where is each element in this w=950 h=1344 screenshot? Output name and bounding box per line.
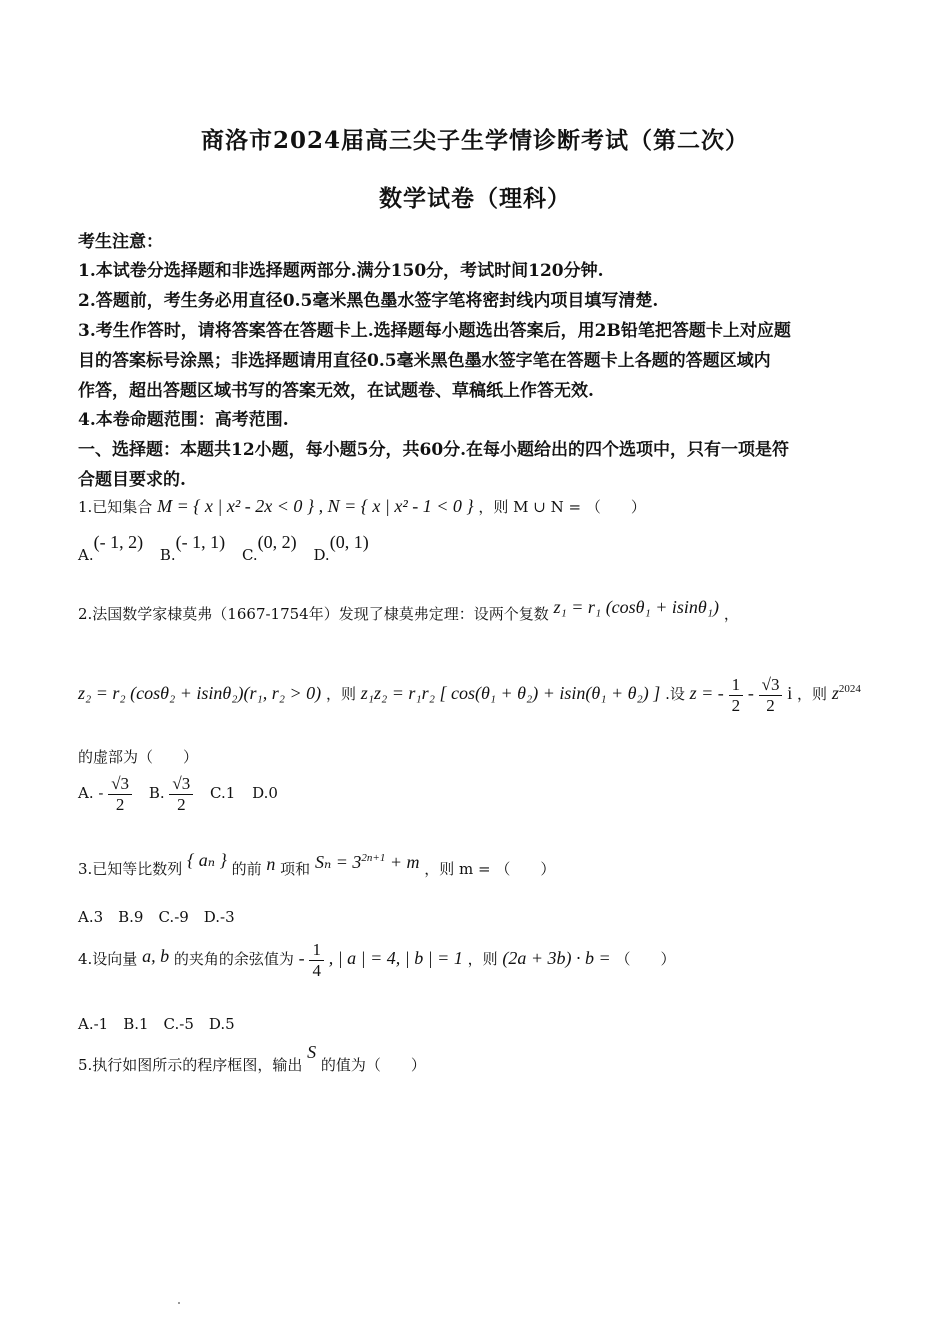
q4-frac: $\frac{1}{4}$ [309,940,324,980]
question-3 [78,850,556,879]
q3-stem: 3.已知等比数列 [78,860,183,878]
q4-magnitudes: , | a | = 4, | b | = 1 [328,948,463,969]
q3-options: A.3 B.9 C.-9 D.-3 [78,908,235,926]
q4-mid: 的夹角的余弦值为 [173,950,294,969]
q3-mid2: 项和 [280,860,311,878]
notice-item-4: 4.本卷命题范围：高考范围. [78,410,289,430]
notice-item-3c: 作答，超出答题区域书写的答案无效，在试题卷、草稿纸上作答无效. [78,381,594,401]
question-5 [78,1042,426,1075]
q2-frac-half: $\frac{1}{2}$ [729,675,744,715]
notice-item-1: 1.本试卷分选择题和非选择题两部分.满分150分，考试时间120分钟. [78,261,604,281]
q4-stem: 4.设向量 [78,950,138,969]
q2-then2: ，则 [797,685,828,704]
q4-expr: (2a + 3b) · b = [502,948,611,969]
q2-then: ，则 [325,685,356,704]
q2-options [78,774,278,814]
q2-comma: ， [723,605,739,623]
q2-i: i [787,683,793,704]
q2-product: z₁z₂ = r₁r₂ [ cos(θ₁ + θ₂) + isin(θ₁ + θ₂) ] [360,683,661,704]
q2-option-a: A. - [78,784,104,803]
q2-option-a-frac: $\frac{√3}{2}$ [108,774,132,814]
q3-tail: ，则 m = （ ） [424,860,556,878]
q4-vars: a, b [142,946,170,967]
q1-tail: ，则 M ∪ N = （ ） [478,498,646,516]
question-2 [78,597,739,624]
q1-sets: M = { x | x² - 2x < 0 } , N = { x | x² - 1 < 0 } [157,496,474,516]
notice-heading: 考生注意： [78,232,163,252]
notice-item-3a: 3.考生作答时，请将答案答在答题卡上.选择题每小题选出答案后，用2B铅笔把答题卡上对应题 [78,321,791,341]
q2-option-d: D.0 [252,784,278,803]
q4-minus: - [298,948,305,969]
q2-imag: 的虚部为（ ） [78,748,199,766]
q2-z-def: z = - [689,683,724,704]
q1-option-a-label: A. [78,546,94,564]
q2-line2 [78,675,861,715]
notice-item-3b: 目的答案标号涂黑；非选择题请用直径0.5毫米黑色墨水签字笔在答题卡上各题的答题区域内 [78,351,771,371]
notice-item-2: 2.答题前，考生务必用直径0.5毫米黑色墨水签字笔将密封线内项目填写清楚. [78,291,659,311]
q1-option-b-label: B. [159,546,176,564]
q5-stem: 5.执行如图所示的程序框图，输出 [78,1056,303,1074]
exam-subtitle: 数学试卷（理科） [379,185,571,212]
q3-n: n [266,854,276,874]
q3-mid: 的前 [231,860,262,878]
question-4 [78,940,675,980]
q2-option-b: B. [148,784,165,803]
q2-stem: 2.法国数学家棣莫弗（1667-1754年）发现了棣莫弗定理：设两个复数 [78,605,549,623]
q5-var: S [307,1042,317,1062]
exam-title: 商洛市2024届高三尖子生学情诊断考试（第二次） [200,127,749,154]
q3-sn: $S_n = 3^{2n+1} + m$ [314,852,420,872]
q2-z-power: $z^{2024}$ [831,683,861,704]
section-heading-line2: 合题目要求的. [78,470,186,490]
q3-seq: { aₙ } [187,850,227,870]
q1-options [78,532,369,565]
q1-option-b: (- 1, 1) [175,532,226,552]
question-1 [78,496,646,517]
section-heading-line1: 一、选择题：本题共12小题，每小题5分，共60分.在每小题给出的四个选项中，只有一项是符 [78,440,790,460]
q4-options: A.-1 B.1 C.-5 D.5 [78,1015,235,1033]
q2-set: .设 [665,685,685,704]
q5-tail: 的值为（ ） [320,1056,426,1074]
q1-option-a: (- 1, 2) [93,532,144,552]
q2-frac-sqrt3: $\frac{√3}{2}$ [759,675,783,715]
q1-option-c: (0, 2) [257,532,297,552]
q1-option-c-label: C. [241,546,258,564]
q2-option-b-frac: $\frac{√3}{2}$ [169,774,193,814]
q2-z1: z₁ = r₁ (cosθ₁ + isinθ₁) [553,597,720,617]
stray-mark [178,1302,180,1304]
q1-option-d-label: D. [313,546,330,564]
q1-stem: 1.已知集合 [78,498,153,516]
q2-z2: z₂ = r₂ (cosθ₂ + isinθ₂)(r₁, r₂ > 0) [78,683,322,704]
q2-option-c: C.1 [210,784,236,803]
q4-then: ，则 [467,950,498,969]
q2-minus: - [747,683,754,704]
q4-blank: （ ） [615,950,676,969]
q1-option-d: (0, 1) [329,532,369,552]
